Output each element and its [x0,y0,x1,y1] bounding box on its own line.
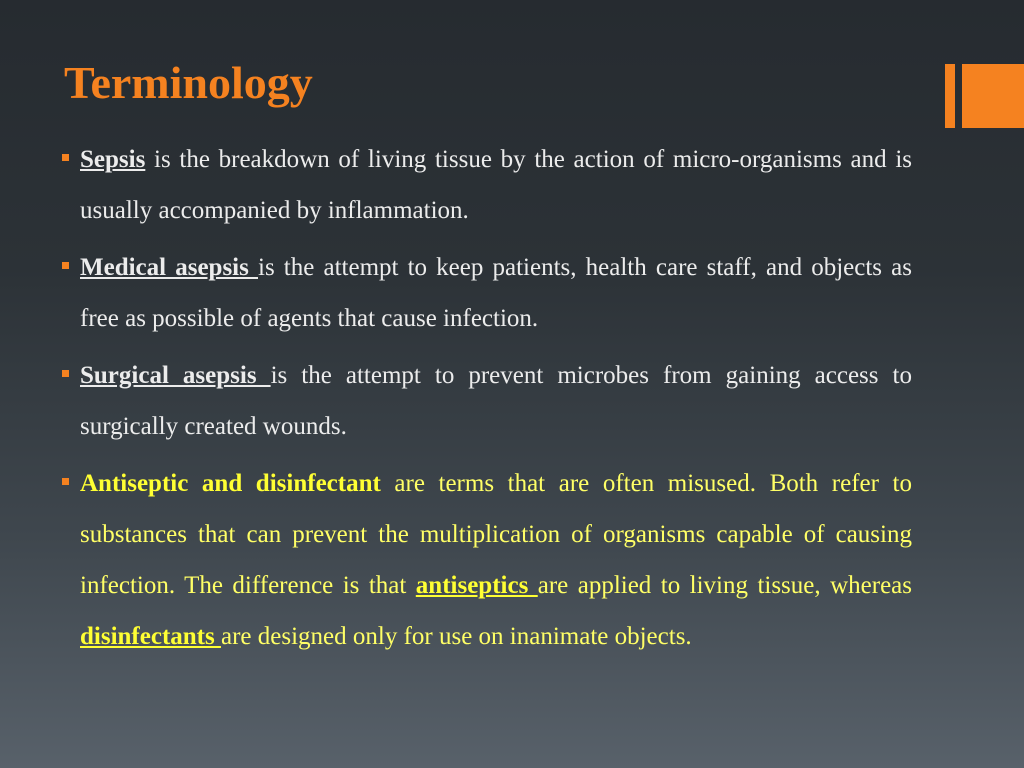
square-bullet-icon [62,154,69,161]
definition-surgical-asepsis: is the attempt to prevent microbes from gaining access to surgically created wounds. [80,362,912,440]
bullet-text [80,350,912,452]
definition-part-2: are applied to living tissue, whereas [537,572,912,599]
decorative-bar-thick [962,64,1024,128]
square-bullet-icon [62,262,69,269]
bullet-list [62,134,912,668]
term-sepsis: Sepsis [80,146,146,173]
bullet-medical-asepsis [62,242,912,344]
bullet-text [80,242,912,344]
term-surgical-asepsis: Surgical asepsis [80,362,271,389]
square-bullet-icon [62,370,69,377]
term-antiseptics: antiseptics [415,572,538,599]
definition-part-3: are designed only for use on inanimate objects. [220,623,692,650]
term-medical-asepsis: Medical asepsis [80,254,258,281]
definition-part-1: are terms that are often misused. Both refer to substances that can prevent the multiplication of organisms capable of causing infection. The difference is that [80,470,912,599]
bullet-sepsis [62,134,912,236]
definition-medical-asepsis: is the attempt to keep patients, health care staff, and objects as free as possible of agents that cause infection. [80,254,912,332]
bullet-antiseptic-disinfectant [62,458,912,662]
definition-sepsis: is the breakdown of living tissue by the action of micro-organisms and is usually accompanied by inflammation. [80,146,912,224]
bullet-surgical-asepsis [62,350,912,452]
decorative-bar-thin [945,64,955,128]
slide-title: Terminology [64,57,313,108]
bullet-text [80,134,912,236]
term-antiseptic-disinfectant: Antiseptic and disinfectant [80,470,381,497]
bullet-text [80,458,912,662]
square-bullet-icon [62,478,69,485]
term-disinfectants: disinfectants [80,623,221,650]
